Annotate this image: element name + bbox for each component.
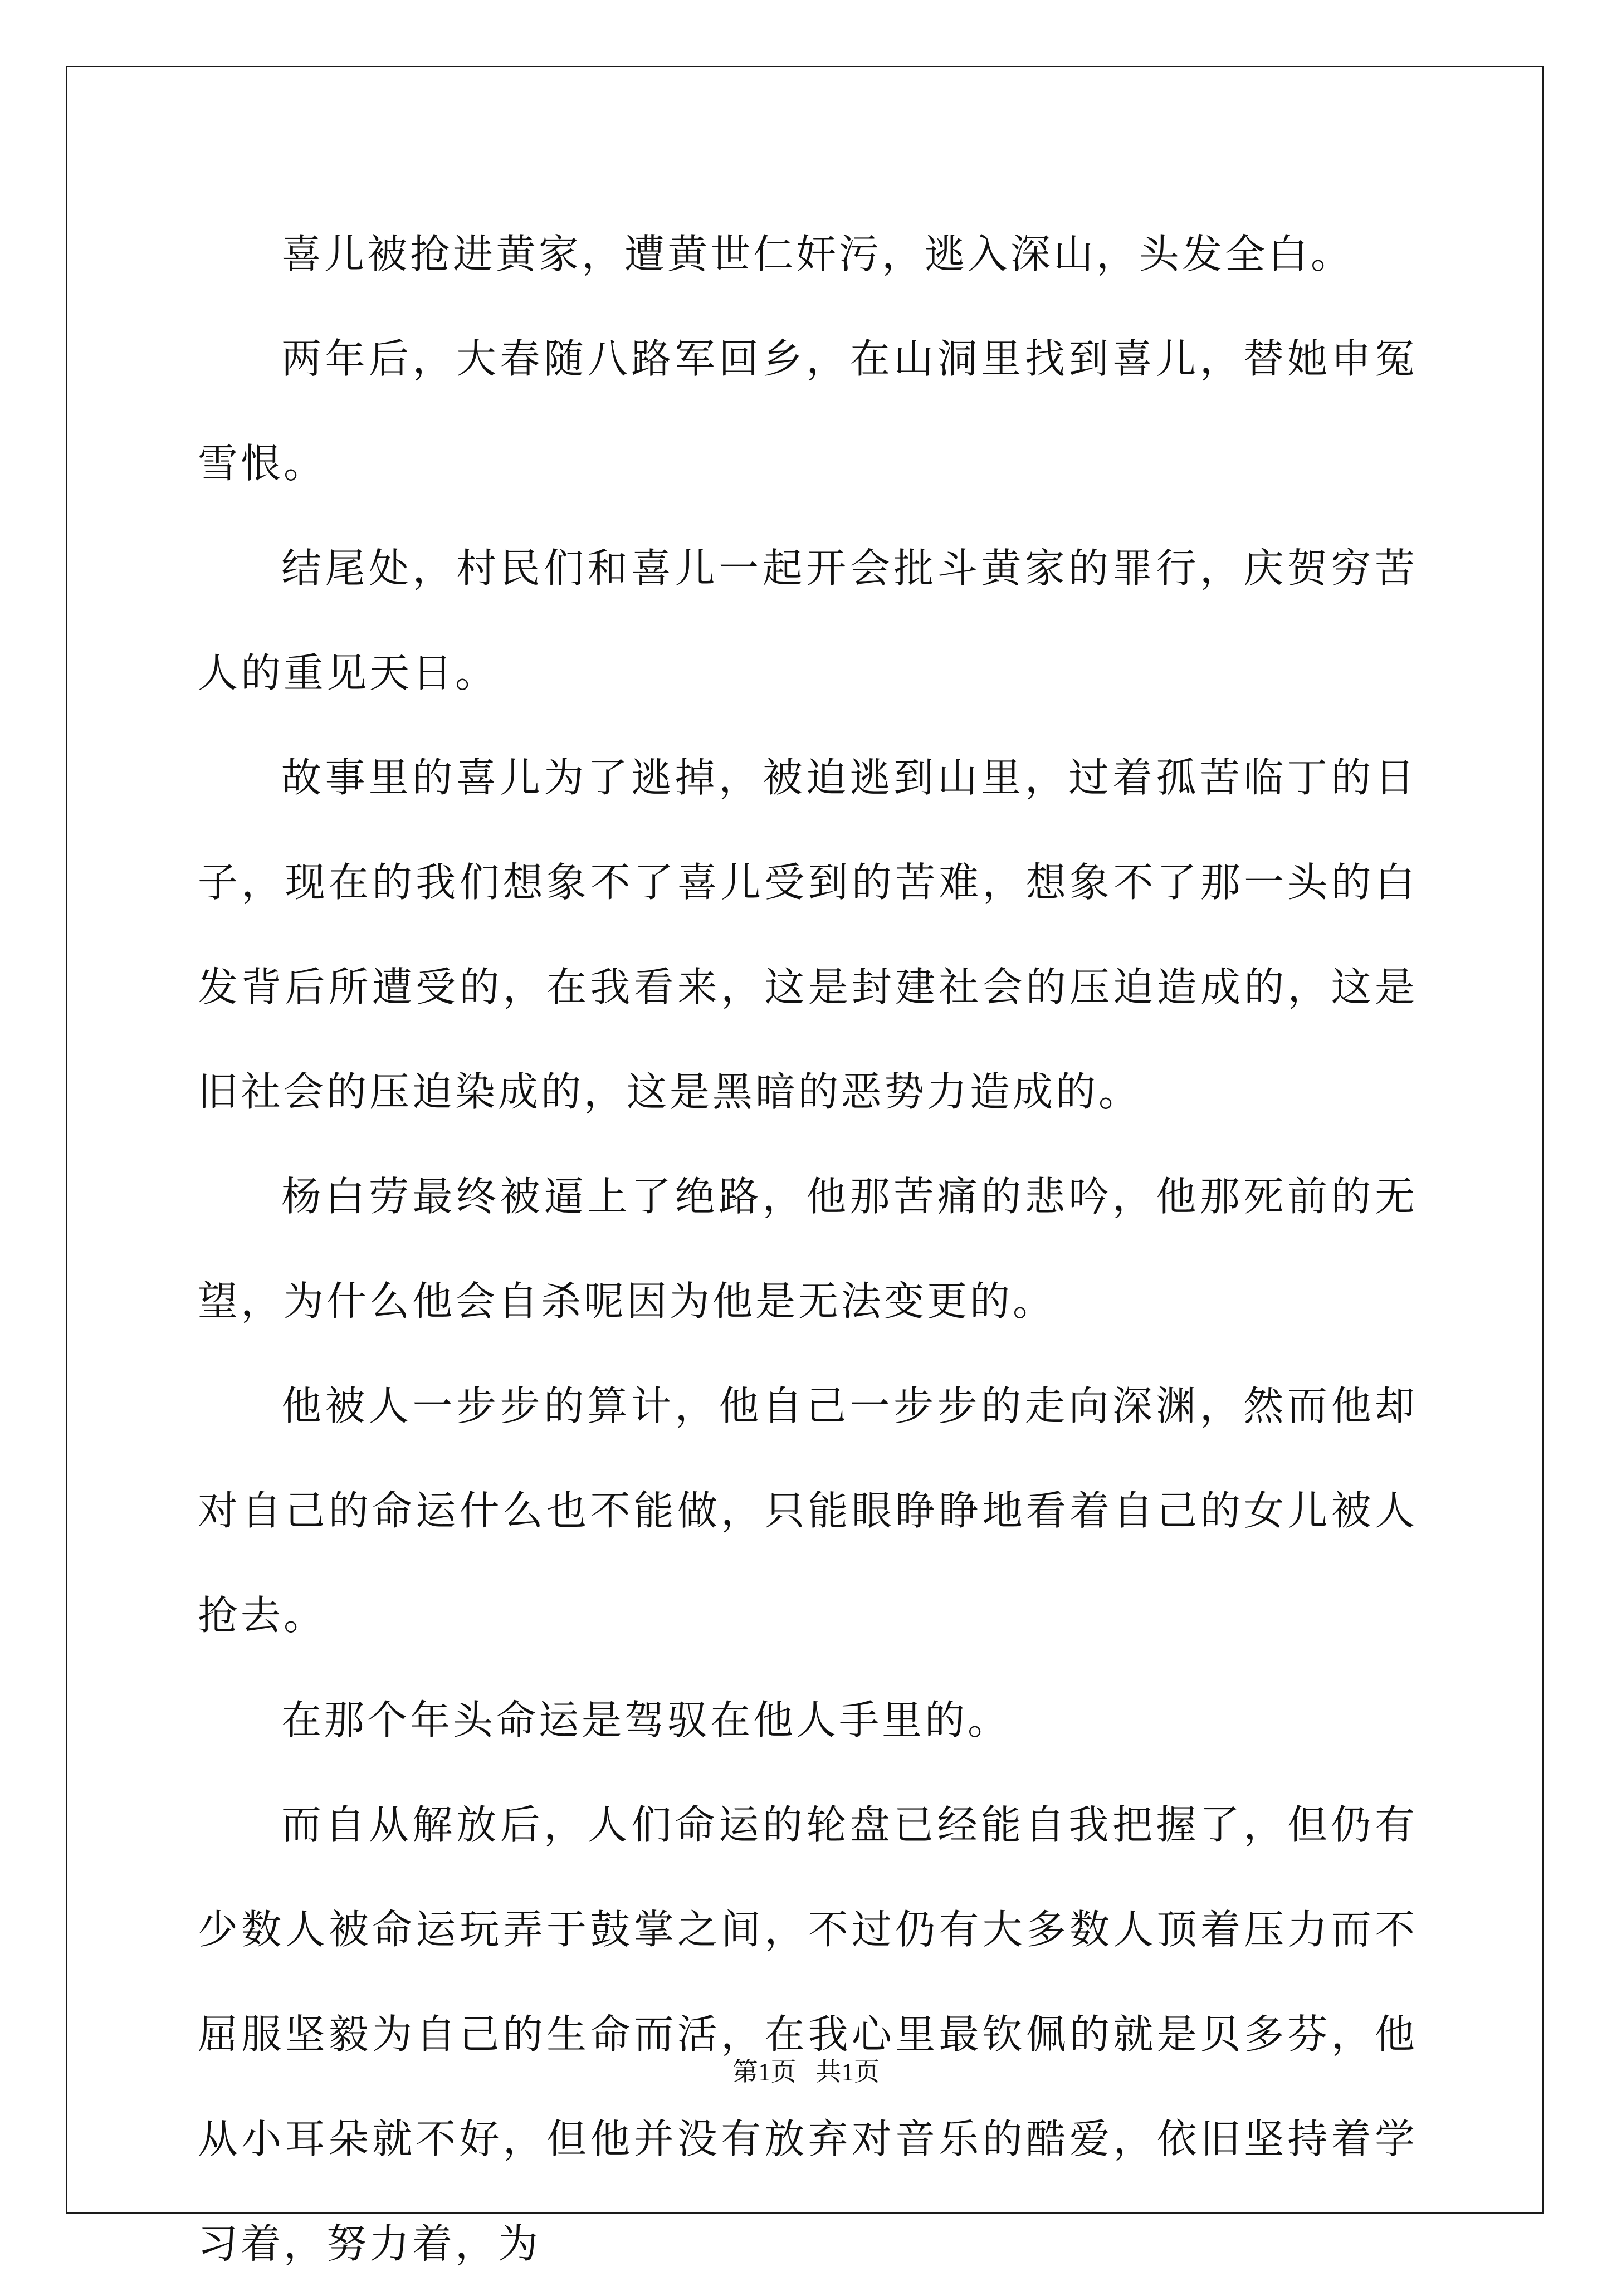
paragraph: 杨白劳最终被逼上了绝路，他那苦痛的悲吟，他那死前的无望，为什么他会自杀呢因为他是无法变更的。 [198, 1173, 1418, 1325]
paragraph: 喜儿被抢进黄家，遭黄世仁奸污，逃入深山，头发全白。 [281, 231, 1354, 277]
paragraph: 在那个年头命运是驾驭在他人手里的。 [281, 1697, 1011, 1743]
paragraph: 他被人一步步的算计，他自己一步步的走向深渊，然而他却对自己的命运什么也不能做，只能眼睁睁地看着自己的女儿被人抢去。 [198, 1383, 1418, 1639]
page-footer: 第1页 共1页 [732, 2058, 880, 2086]
paragraph: 故事里的喜儿为了逃掉，被迫逃到山里，过着孤苦临丁的日子，现在的我们想象不了喜儿受到的苦难，想象不了那一头的白发背后所遭受的，在我看来，这是封建社会的压迫造成的，这是旧社会的压迫染成的，这是黑暗的恶势力造成的。 [198, 754, 1418, 1115]
paragraph: 两年后，大春随八路军回乡，在山洞里找到喜儿，替她申冤雪恨。 [198, 335, 1418, 487]
paragraph: 而自从解放后，人们命运的轮盘已经能自我把握了，但仍有少数人被命运玩弄于鼓掌之间，不过仍有大多数人顶着压力而不屈服坚毅为自己的生命而活，在我心里最钦佩的就是贝多芬，他从小耳朵就不好，但他并没有放弃对音乐的酷爱，依旧坚持着学习着，努力着，为 [198, 1801, 1418, 2267]
document-body [198, 202, 1418, 2296]
paragraph: 结尾处，村民们和喜儿一起开会批斗黄家的罪行，庆贺穷苦人的重见天日。 [198, 545, 1418, 696]
